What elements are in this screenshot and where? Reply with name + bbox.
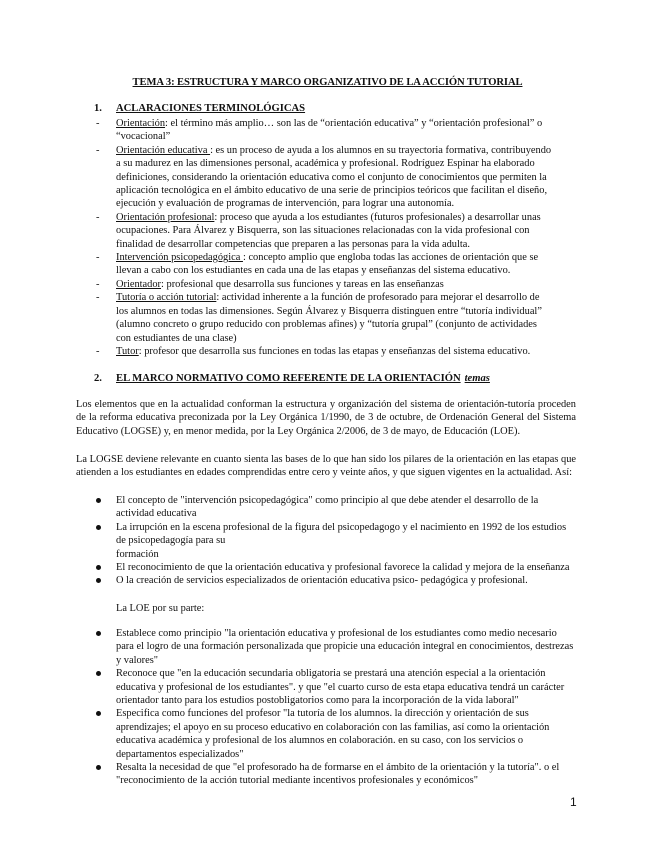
list-item bbox=[96, 667, 576, 707]
term-definition: : proceso que ayuda a los estudiantes (futuros profesionales) a desarrollar unas ocupaciones. Para Álvarez y Bisquerra, son las situaciones relacionadas con la vida profesional con finalidad de desarrollar competencias que preparen a las personas para la vida adulta. bbox=[116, 211, 541, 250]
list-item bbox=[96, 211, 554, 251]
section1-heading bbox=[94, 102, 305, 115]
bullet-text: Resalta la necesidad de que "el profesorado ha de formarse en el ámbito de la orientación y la tutoría". o el "reconocimiento de la acción tutorial mediante incentivos profesionales y económicos" bbox=[116, 762, 560, 787]
term-label: Orientación bbox=[116, 118, 166, 129]
section2-number: 2. bbox=[94, 373, 102, 384]
term-label: Orientador bbox=[116, 278, 162, 290]
list-item bbox=[96, 561, 576, 574]
page-number: 1 bbox=[570, 795, 577, 809]
term-definition: : actividad inherente a la función de profesorado para mejorar el desarrollo de los alumnos en todas las dimensiones. Según Álvarez y Bisquerra distinguen entre “tutoría individual” (alumno concreto o grupo reducido con problemas afines) y “tutoría grupal” (conjunto de actividades con estudiantes de una clase) bbox=[116, 292, 542, 344]
loe-label: La LOE por su parte: bbox=[116, 603, 205, 614]
bullet-icon bbox=[96, 578, 101, 583]
bullet-text: La irrupción en la escena profesional de la figura del psicopedagogo y el nacimiento en 1992 de los estudios de psicopedagogía para su formación bbox=[116, 521, 567, 560]
list-item bbox=[96, 521, 576, 561]
list-item bbox=[96, 494, 576, 521]
bullet-icon bbox=[96, 765, 101, 770]
section2-title: EL MARCO NORMATIVO COMO REFERENTE DE LA ORIENTACIÓN bbox=[116, 373, 461, 384]
bullet-icon bbox=[96, 671, 101, 676]
list-item bbox=[96, 761, 576, 788]
list-item bbox=[96, 291, 554, 345]
bullet-icon bbox=[96, 525, 101, 530]
document-title: TEMA 3: ESTRUCTURA Y MARCO ORGANIZATIVO DE LA ACCIÓN TUTORIAL bbox=[132, 77, 523, 88]
bullet-text: El reconocimiento de que la orientación educativa y profesional favorece la calidad y mejora de la enseñanza bbox=[116, 562, 570, 574]
list-item bbox=[96, 117, 554, 144]
bullet-icon bbox=[96, 498, 101, 503]
list-item bbox=[96, 574, 576, 587]
bullet-text: Establece como principio "la orientación educativa y profesional de los estudiantes como medio necesario para el logro de una formación personalizada que propicie una educación integral en conocimientos, destrezas y valores" bbox=[116, 628, 574, 666]
list-item bbox=[96, 278, 554, 291]
term-label: Orientación profesional bbox=[116, 211, 215, 223]
list-item bbox=[96, 707, 576, 761]
loe-bullet-list bbox=[96, 627, 576, 788]
term-label: Tutoría o acción tutorial bbox=[116, 292, 217, 304]
term-definition: : el término más amplio… son las de “orientación educativa” y “orientación profesional” o “vocacional” bbox=[116, 118, 543, 143]
list-item bbox=[96, 627, 576, 667]
term-label: Tutor bbox=[116, 345, 139, 357]
term-definition: : es un proceso de ayuda a los alumnos en su trayectoria formativa, contribuyendo a su madurez en las dimensiones personal, académica y profesional. Rodríguez Espinar ha elaborado definiciones, considerando la orientación educativa como el conjunto de conocimientos que permiten la aplicación tecnológica en el ámbito educativo de una serie de principios teóricos que facilitan el diseño, ejecución y evaluación de programas de intervención, para lograr una autonomía. bbox=[116, 144, 552, 210]
bullet-text: Reconoce que "en la educación secundaria obligatoria se prestará una atención especial a la orientación educativa y profesional de los estudiantes". y que "el cuarto curso de esta etapa educativa tendrá un carácter orientador tanto para los estudios postobligatorios como para la incorporación de la vida laboral" bbox=[116, 668, 565, 707]
section2-heading bbox=[94, 372, 490, 385]
term-definition: : profesor que desarrolla sus funciones en todas las etapas y enseñanzas del sistema educativo. bbox=[138, 345, 531, 357]
section1-title: ACLARACIONES TERMINOLÓGICAS bbox=[116, 103, 306, 114]
paragraph-logse-loe: Los elementos que en la actualidad conforman la estructura y organización del sistema de orientación-tutoría proceden de la reforma educativa preconizada por la Ley Orgánica 1/1990, de 3 de octubre, de Ordenación General del Sistema Educativo (LOGSE) y, en menor medida, por la Ley Orgánica 2/2006, de 3 de mayo, de Educación (LOE). bbox=[76, 399, 576, 437]
terminology-list bbox=[96, 117, 554, 358]
list-item bbox=[96, 345, 554, 358]
term-label: Orientación educativa bbox=[116, 144, 211, 156]
bullet-text: O la creación de servicios especializados de orientación educativa psico- pedagógica y profesional. bbox=[116, 575, 528, 587]
term-definition: : concepto amplio que engloba todas las acciones de orientación que se llevan a cabo con los estudiantes en cada una de las etapas y enseñanzas del sistema educativo. bbox=[116, 252, 539, 277]
bullet-icon bbox=[96, 631, 101, 636]
bullet-icon bbox=[96, 711, 101, 716]
bullet-icon bbox=[96, 565, 101, 570]
section1-number: 1. bbox=[94, 103, 102, 114]
bullet-text: Especifica como funciones del profesor "la tutoría de los alumnos. la dirección y orientación de sus aprendizajes; el apoyo en su proceso educativo en colaboración con las familias, así como la orientación educativa académica y profesional de los alumnos en colaboración. en su caso, con los servicios o departamentos especializados" bbox=[116, 708, 550, 760]
list-item bbox=[96, 251, 554, 278]
logse-bullet-list bbox=[96, 494, 576, 588]
paragraph-logse: La LOGSE deviene relevante en cuanto sienta las bases de lo que han sido los pilares de la orientación en las etapas que atienden a los estudiantes en edades comprendidas entre cero y veinte años, y que siguen vigentes en la actualidad. Así: bbox=[76, 454, 576, 479]
bullet-text: El concepto de "intervención psicopedagógica" como principio al que debe atender el desarrollo de la actividad educativa bbox=[116, 495, 539, 520]
term-label: Intervención psicopedagógica bbox=[116, 252, 243, 264]
term-definition: : profesional que desarrolla sus funciones y tareas en las enseñanzas bbox=[161, 278, 444, 290]
section2-heading-extra: temas bbox=[464, 373, 490, 384]
list-item bbox=[96, 144, 554, 211]
